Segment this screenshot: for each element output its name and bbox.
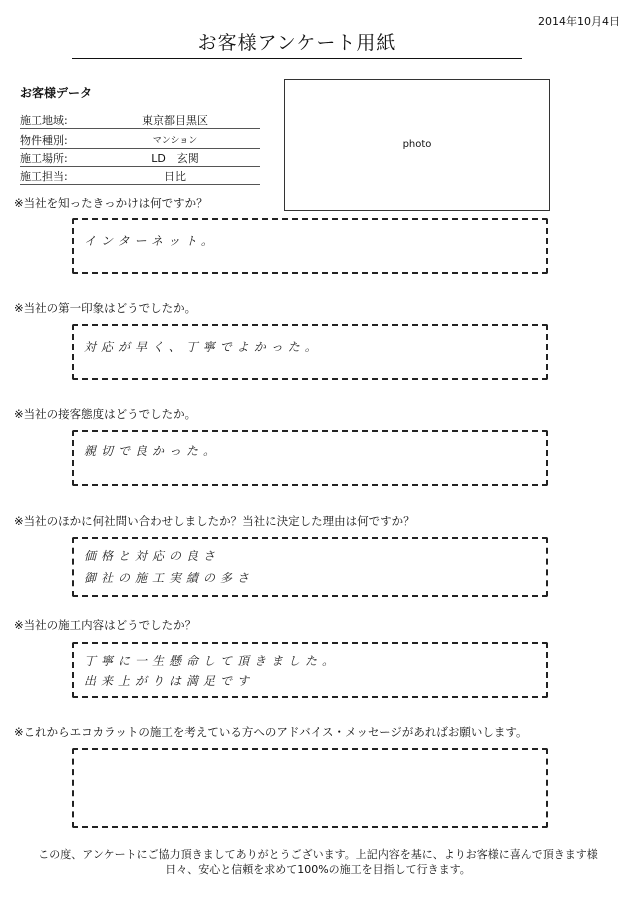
- question-6: ※これからエコカラットの施工を考えている方へのアドバイス・メッセージがあればお願いします。: [14, 725, 528, 739]
- form-date: 2014年10月4日: [538, 15, 620, 28]
- footer-line-2: 日々、安心と信頼を求めて100%の施工を目指して行きます。: [165, 863, 471, 876]
- customer-row-value: マンション: [152, 136, 198, 146]
- question-5: ※当社の施工内容はどうでしたか？: [14, 618, 197, 632]
- answer-box-2: [72, 324, 548, 380]
- customer-data-heading: お客様データ: [20, 86, 93, 100]
- question-4: ※当社のほかに何社問い合わせしましたか？当社に決定した理由は何ですか？: [14, 514, 415, 528]
- title-area: [72, 30, 522, 59]
- answer-line: 対応が早く、丁寧でよかった。: [84, 340, 322, 354]
- customer-row-value: LD 玄関: [151, 152, 199, 165]
- customer-row-label: 施工場所:: [20, 152, 68, 165]
- page-title: お客様アンケート用紙: [197, 32, 397, 54]
- photo-label: photo: [402, 139, 432, 150]
- question-3: ※当社の接客態度はどうでしたか。: [14, 407, 197, 421]
- answer-line: インターネット。: [84, 234, 218, 248]
- customer-row-area: [20, 108, 260, 129]
- answer-box-4: [72, 537, 548, 597]
- answer-line: 御社の施工実績の多さ: [84, 571, 255, 585]
- customer-row-label: 物件種別:: [20, 134, 68, 147]
- footer-line-1: この度、アンケートにご協力頂きましてありがとうございます。上記内容を基に、よりお客様に喜んで頂きます様: [38, 848, 598, 861]
- customer-row-label: 施工担当:: [20, 170, 68, 183]
- photo-placeholder: [284, 79, 550, 211]
- customer-row-label: 施工地域:: [20, 114, 68, 127]
- answer-box-3: [72, 430, 548, 486]
- customer-row-value: 東京都目黒区: [142, 114, 208, 127]
- question-2: ※当社の第一印象はどうでしたか。: [14, 301, 197, 315]
- answer-line: 出来上がりは満足です: [84, 674, 255, 688]
- question-1: ※当社を知ったきっかけは何ですか？: [14, 196, 208, 210]
- answer-box-1: [72, 218, 548, 274]
- answer-line: 価格と対応の良さ: [84, 549, 221, 563]
- answer-box-5: [72, 642, 548, 698]
- answer-line: 丁寧に一生懸命して頂きました。: [84, 654, 340, 668]
- customer-row-staff: [20, 164, 260, 185]
- customer-row-value: 日比: [164, 170, 186, 183]
- answer-box-6: [72, 748, 548, 828]
- answer-line: 親切で良かった。: [84, 444, 221, 458]
